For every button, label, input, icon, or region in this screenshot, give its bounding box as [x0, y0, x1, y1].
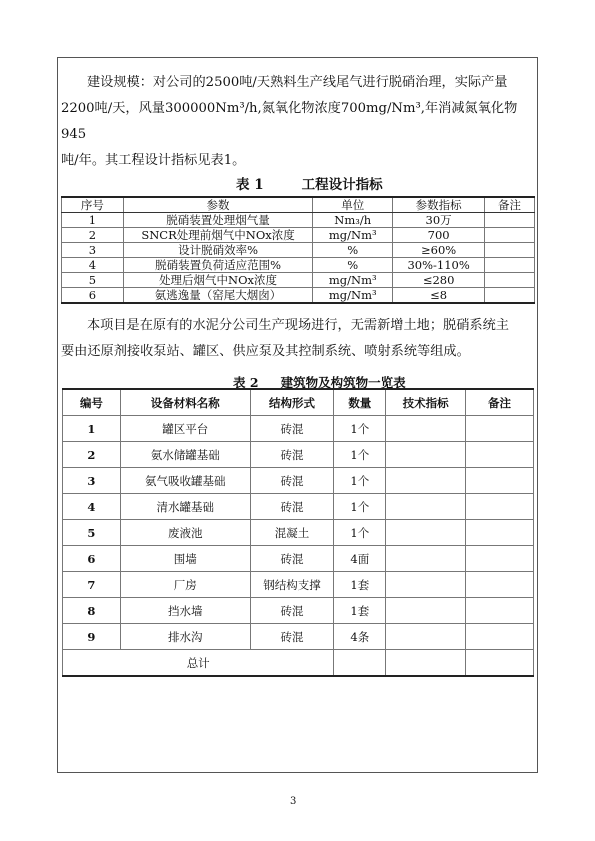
cell	[485, 273, 535, 288]
table2-caption-number: 表 2	[233, 375, 259, 390]
cell: 1套	[334, 598, 386, 624]
middle-paragraph	[61, 313, 539, 365]
cell: 清水罐基础	[120, 494, 250, 520]
cell: 3	[62, 243, 124, 258]
cell	[386, 650, 466, 677]
cell: 1	[62, 213, 124, 228]
header-cell: 单位	[313, 197, 393, 213]
cell	[386, 494, 466, 520]
table-row	[63, 598, 534, 624]
cell: 砖混	[250, 442, 334, 468]
table-row	[63, 416, 534, 442]
cell: 砖混	[250, 416, 334, 442]
header-cell: 设备材料名称	[120, 389, 250, 416]
cell: 氨气吸收罐基础	[120, 468, 250, 494]
header-cell: 备注	[466, 389, 534, 416]
cell: 废液池	[120, 520, 250, 546]
total-label: 总计	[63, 650, 334, 677]
cell	[466, 494, 534, 520]
cell	[466, 468, 534, 494]
header-cell: 数量	[334, 389, 386, 416]
table1-caption	[236, 173, 383, 193]
header-cell: 结构形式	[250, 389, 334, 416]
cell: 氨逃逸量（窑尾大烟囱）	[123, 288, 312, 304]
table-row	[62, 228, 535, 243]
cell: 处理后烟气中NOx浓度	[123, 273, 312, 288]
cell: 混凝土	[250, 520, 334, 546]
table-row	[62, 213, 535, 228]
table2-caption-title: 建筑物及构筑物一览表	[280, 375, 406, 390]
header-cell: 备注	[485, 197, 535, 213]
cell: 1个	[334, 494, 386, 520]
table-row	[62, 243, 535, 258]
cell: ≤280	[393, 273, 485, 288]
cell: SNCR处理前烟气中NOx浓度	[123, 228, 312, 243]
cell: 厂房	[120, 572, 250, 598]
cell: 1个	[334, 442, 386, 468]
cell: 砖混	[250, 546, 334, 572]
cell: 脱硝装置处理烟气量	[123, 213, 312, 228]
cell: mg/Nm³	[313, 228, 393, 243]
table1-caption-title: 工程设计指标	[301, 177, 383, 193]
table-row	[63, 624, 534, 650]
cell: 4	[62, 258, 124, 273]
cell	[386, 442, 466, 468]
cell: 4	[63, 494, 121, 520]
cell	[485, 243, 535, 258]
cell	[466, 650, 534, 677]
cell: 砖混	[250, 468, 334, 494]
middle-line-1: 本项目是在原有的水泥分公司生产现场进行，无需新增土地；脱硝系统主	[87, 318, 509, 333]
cell	[485, 213, 535, 228]
table-row	[63, 572, 534, 598]
cell: 罐区平台	[120, 416, 250, 442]
cell: 2	[63, 442, 121, 468]
header-cell: 参数指标	[393, 197, 485, 213]
cell: 脱硝装置负荷适应范围%	[123, 258, 312, 273]
header-cell: 序号	[62, 197, 124, 213]
cell	[466, 624, 534, 650]
cell: mg/Nm³	[313, 288, 393, 304]
cell	[466, 598, 534, 624]
cell	[386, 520, 466, 546]
cell	[386, 598, 466, 624]
buildings-table	[62, 388, 534, 677]
cell: 砖混	[250, 494, 334, 520]
cell: 氨水储罐基础	[120, 442, 250, 468]
table-row	[63, 494, 534, 520]
cell: 1个	[334, 468, 386, 494]
design-indicators-table	[61, 196, 535, 304]
cell: 4条	[334, 624, 386, 650]
table-row	[63, 520, 534, 546]
cell: 30%-110%	[393, 258, 485, 273]
cell: Nm₃/h	[313, 213, 393, 228]
table-row	[63, 442, 534, 468]
cell	[485, 258, 535, 273]
table-row	[63, 468, 534, 494]
table-header-row	[62, 197, 535, 213]
cell	[466, 442, 534, 468]
intro-line-2: 2200吨/天，风量300000Nm³/h,氮氧化物浓度700mg/Nm³,年消减氮氧化物945	[61, 101, 518, 142]
table-row	[62, 288, 535, 304]
header-cell: 参数	[123, 197, 312, 213]
cell: %	[313, 243, 393, 258]
cell: 9	[63, 624, 121, 650]
intro-line-1: 建设规模：对公司的2500吨/天熟料生产线尾气进行脱硝治理，实际产量	[87, 75, 508, 90]
cell: 钢结构支撑	[250, 572, 334, 598]
table-row	[63, 546, 534, 572]
cell: 700	[393, 228, 485, 243]
cell	[466, 416, 534, 442]
cell: 6	[63, 546, 121, 572]
cell	[466, 546, 534, 572]
cell: 5	[63, 520, 121, 546]
cell	[386, 416, 466, 442]
page-number: 3	[290, 796, 297, 807]
cell: 1	[63, 416, 121, 442]
cell: 设计脱硝效率%	[123, 243, 312, 258]
cell	[386, 624, 466, 650]
cell: 7	[63, 572, 121, 598]
cell	[386, 572, 466, 598]
cell: %	[313, 258, 393, 273]
cell	[334, 650, 386, 677]
cell: 8	[63, 598, 121, 624]
cell: ≥60%	[393, 243, 485, 258]
cell: 砖混	[250, 624, 334, 650]
cell: 30万	[393, 213, 485, 228]
header-cell: 编号	[63, 389, 121, 416]
cell	[485, 288, 535, 304]
cell: 4面	[334, 546, 386, 572]
middle-line-2: 要由还原剂接收泵站、罐区、供应泵及其控制系统、喷射系统等组成。	[61, 344, 470, 359]
cell: 围墙	[120, 546, 250, 572]
cell: 1套	[334, 572, 386, 598]
header-cell: 技术指标	[386, 389, 466, 416]
cell: ≤8	[393, 288, 485, 304]
cell: 2	[62, 228, 124, 243]
cell: 1个	[334, 416, 386, 442]
table1-caption-number: 表 1	[236, 177, 264, 193]
cell: 5	[62, 273, 124, 288]
cell	[466, 520, 534, 546]
cell	[466, 572, 534, 598]
cell: 挡水墙	[120, 598, 250, 624]
table-header-row	[63, 389, 534, 416]
cell	[386, 546, 466, 572]
cell: mg/Nm³	[313, 273, 393, 288]
table-row	[62, 273, 535, 288]
intro-line-3: 吨/年。其工程设计指标见表1。	[61, 153, 246, 168]
cell: 6	[62, 288, 124, 304]
cell: 排水沟	[120, 624, 250, 650]
cell	[485, 228, 535, 243]
cell: 1个	[334, 520, 386, 546]
intro-paragraph	[61, 70, 539, 174]
cell: 3	[63, 468, 121, 494]
table-row	[62, 258, 535, 273]
cell: 砖混	[250, 598, 334, 624]
table-total-row	[63, 650, 534, 677]
cell	[386, 468, 466, 494]
